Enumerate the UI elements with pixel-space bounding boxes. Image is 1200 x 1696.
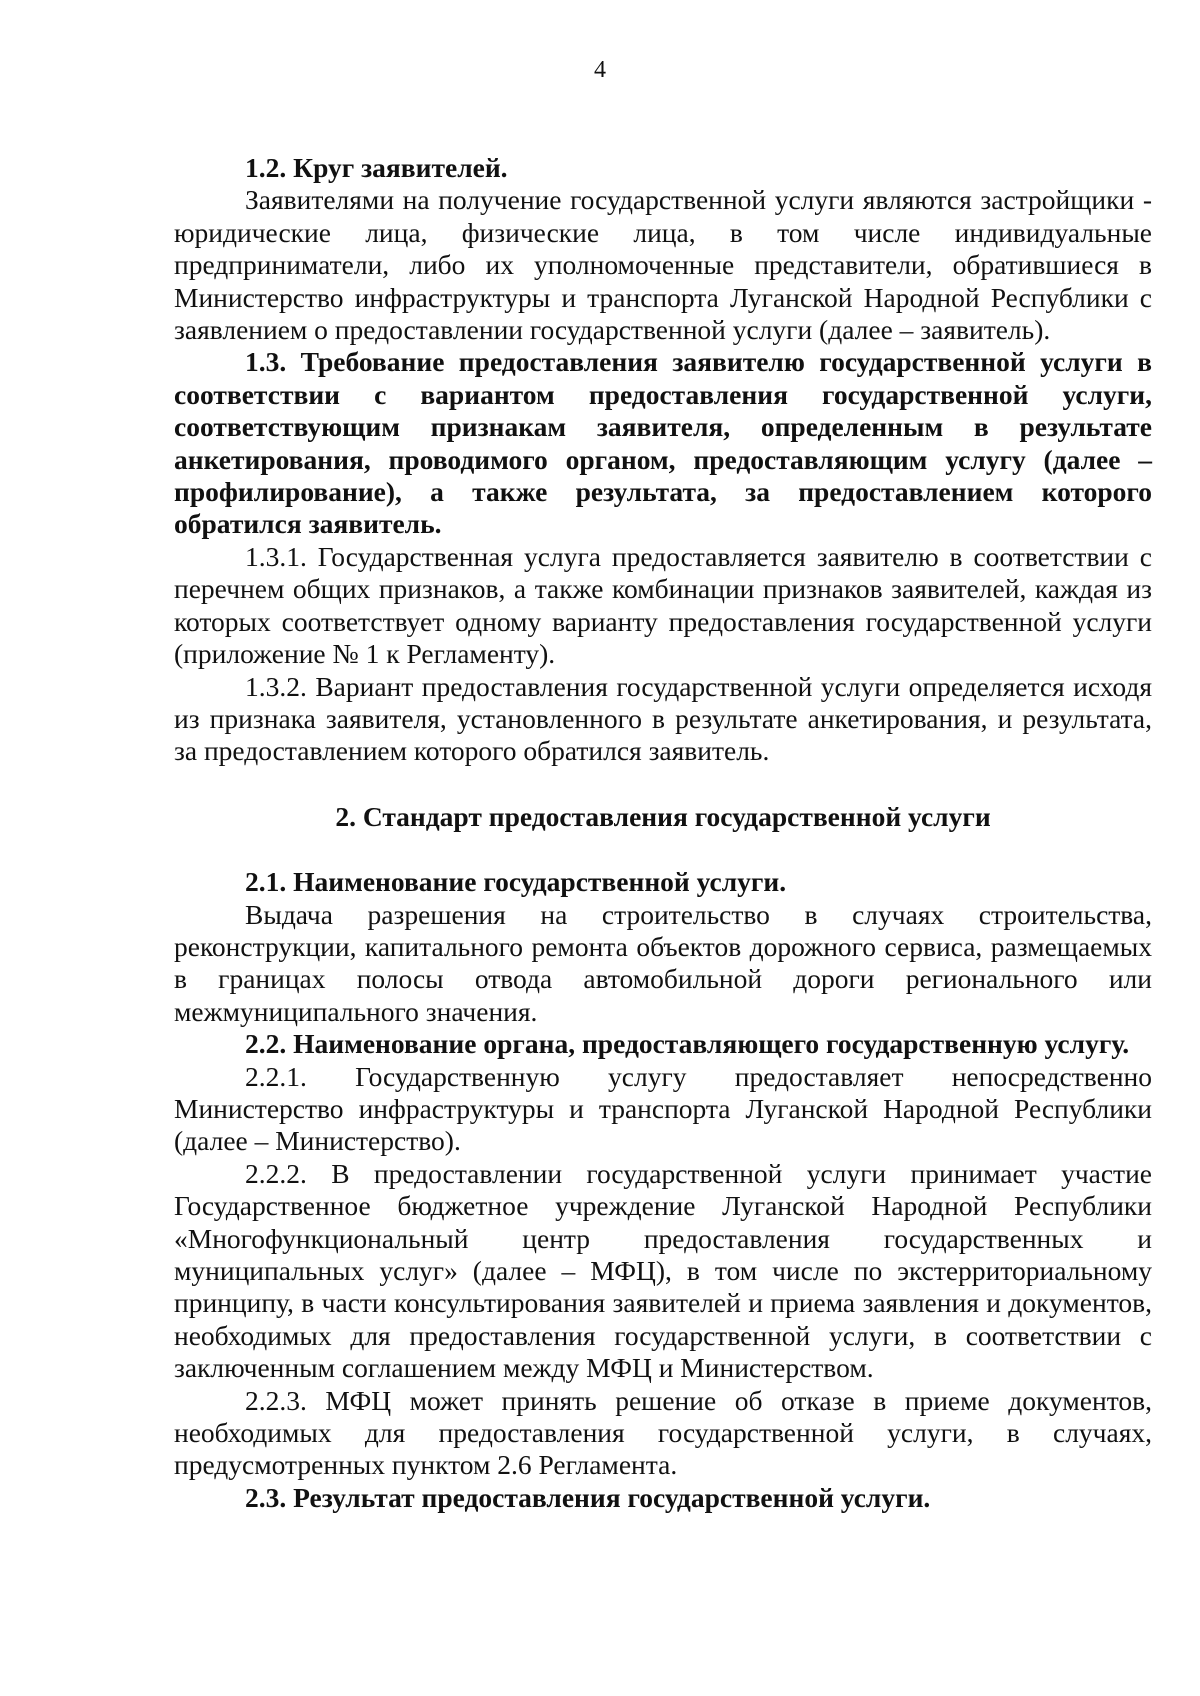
paragraph-2-2-3: 2.2.3. МФЦ может принять решение об отказе в приеме документов, необходимых для предоставления государственной услуги, в случаях, предусмотренных пунктом 2.6 Регламента. <box>174 1384 1152 1481</box>
heading-1-2: 1.2. Круг заявителей. <box>245 152 508 183</box>
paragraph-1-3-1: 1.3.1. Государственная услуга предоставляется заявителю в соответствии с перечнем общих признаков, а также комбинации признаков заявителей, каждая из которых соответствует одному варианту предоставления государственной услуги (приложение № 1 к Регламенту). <box>174 540 1152 670</box>
paragraph-2-2-2: 2.2.2. В предоставлении государственной услуги принимает участие Государственное бюджетное учреждение Луганской Народной Республики «Многофункциональный центр предоставления государственных и муниципальных услуг» (далее – МФЦ), в том числе по экстерриториальному принципу, в части консультирования заявителей и приема заявления и документов, необходимых для предоставления государственной услуги, в соответствии с заключенным соглашением между МФЦ и Министерством. <box>174 1157 1152 1384</box>
heading-2-1: 2.1. Наименование государственной услуги. <box>245 866 787 898</box>
heading-2-3: 2.3. Результат предоставления государственной услуги. <box>245 1481 931 1513</box>
section-title-2: 2. Стандарт предоставления государственной услуги <box>335 800 991 832</box>
heading-2-2: 2.2. Наименование органа, предоставляющего государственную услугу. <box>245 1028 1130 1060</box>
document-body <box>174 152 1152 1514</box>
paragraph-2-2-1: 2.2.1. Государственную услугу предоставляет непосредственно Министерство инфраструктуры и транспорта Луганской Народной Республики (далее – Министерство). <box>174 1060 1152 1157</box>
page-number: 4 <box>594 57 606 83</box>
paragraph-applicants: Заявителями на получение государственной услуги являются застройщики - юридические лица, физические лица, в том числе индивидуальные предприниматели, либо их уполномоченные представители, обратившиеся в Министерство инфраструктуры и транспорта Луганской Народной Республики с заявлением о предоставлении государственной услуги (далее – заявитель). <box>174 184 1152 346</box>
paragraph-1-3-2: 1.3.2. Вариант предоставления государственной услуги определяется исходя из признака заявителя, установленного в результате анкетирования, и результата, за предоставлением которого обратился заявитель. <box>174 670 1152 767</box>
heading-1-3: 1.3. Требование предоставления заявителю государственной услуги в соответствии с вариантом предоставления государственной услуги, соответствующим признакам заявителя, определенным в результате анкетирования, проводимого органом, предоставляющим услугу (далее – профилирование), а также результата, за предоставлением которого обратился заявитель. <box>174 346 1152 540</box>
paragraph-service-name: Выдача разрешения на строительство в случаях строительства, реконструкции, капитального ремонта объектов дорожного сервиса, размещаемых в границах полосы отвода автомобильной дороги регионального или межмуниципального значения. <box>174 898 1152 1027</box>
